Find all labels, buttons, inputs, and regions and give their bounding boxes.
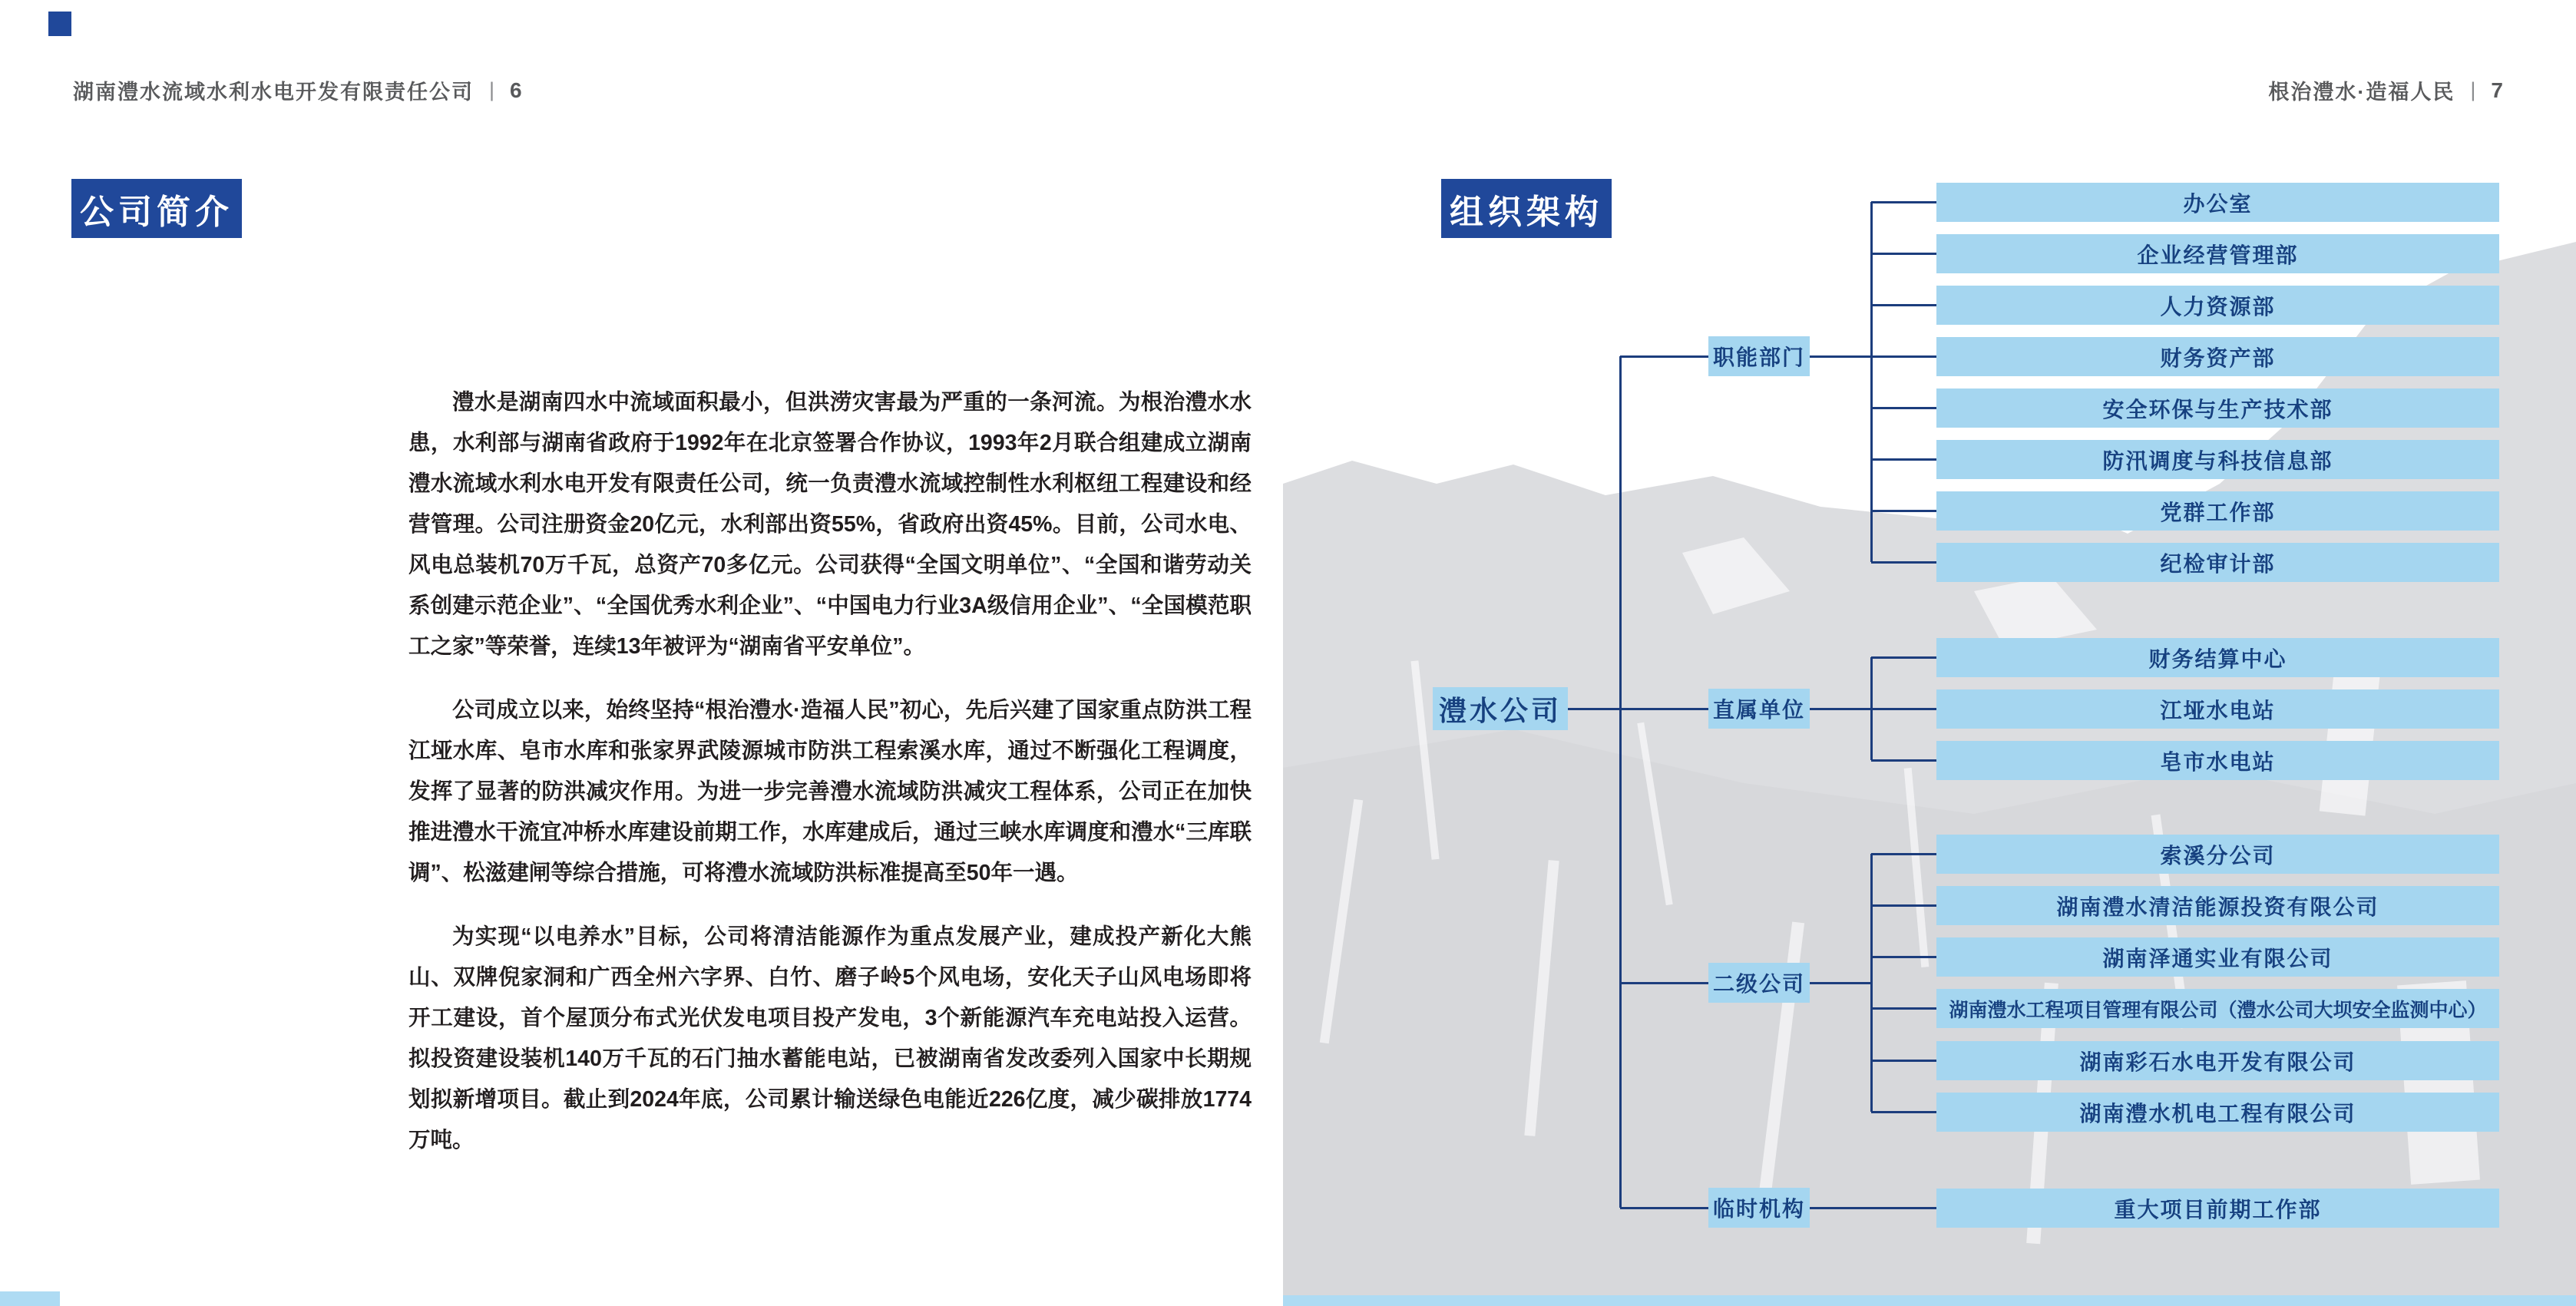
org-node-box: 安全环保与生产技术部 (1936, 388, 2499, 428)
org-node-box: 重大项目前期工作部 (1936, 1189, 2499, 1228)
org-connector-line (1871, 458, 1936, 461)
company-name: 湖南澧水流域水利水电开发有限责任公司 (73, 81, 474, 104)
header-separator: | (489, 78, 495, 101)
section-title-company-profile: 公司简介 (71, 179, 242, 238)
org-branch-box: 临时机构 (1708, 1188, 1810, 1228)
org-branch-box: 直属单位 (1708, 689, 1810, 729)
org-connector-line (1871, 656, 1936, 659)
org-connector-line (1871, 708, 1936, 710)
org-connector-line (1620, 355, 1708, 358)
org-node-box: 湖南泽通实业有限公司 (1936, 937, 2499, 977)
org-connector-line (1871, 253, 1936, 255)
org-connector-line (1871, 853, 1936, 855)
org-connector-line (1871, 1007, 1936, 1010)
org-connector-line (1810, 708, 1871, 710)
org-connector-line (1871, 355, 1936, 358)
paragraph-1: 澧水是湖南四水中流域面积最小，但洪涝灾害最为严重的一条河流。为根治澧水水患，水利部与湖南省政府于1992年在北京签署合作协议，1993年2月联合组建成立湖南澧水流域水利水电开发有限责任公司，统一负责澧水流域控制性水利枢纽工程建设和经营管理。公司注册资金20亿元，水利部出资55%，省政府出资45%。目前，公司水电、风电总装机70万千瓦，总资产70多亿元。公司获得“全国文明单位”、“全国和谐劳动关系创建示范企业”、“全国优秀水利企业”、“中国电力行业3A级信用企业”、“全国模范职工之家”等荣誉，连续13年被评为“湖南省平安单位”。 (408, 390, 1252, 659)
org-connector-line (1620, 982, 1708, 984)
org-node-box: 江垭水电站 (1936, 689, 2499, 729)
org-branch-box: 职能部门 (1708, 336, 1810, 376)
org-connector-line (1871, 1060, 1936, 1062)
org-connector-line (1871, 201, 1936, 203)
org-connector-line (1810, 1207, 1871, 1209)
section-title-org-structure: 组织架构 (1441, 179, 1612, 238)
org-node-box: 办公室 (1936, 183, 2499, 222)
org-connector-line (1871, 561, 1936, 564)
org-connector-line (1871, 304, 1936, 306)
paragraph-3: 为实现“以电养水”目标，公司将清洁能源作为重点发展产业，建成投产新化大熊山、双牌倪家洞和广西全州六字界、白竹、磨子岭5个风电场，安化天子山风电场即将开工建设，首个屋顶分布式光伏发电项目投产发电，3个新能源汽车充电站投入运营。拟投资建设装机140万千瓦的石门抽水蓄能电站，已被湖南省发改委列入国家中长期规划拟新增项目。截止到2024年底，公司累计输送绿色电能近226亿度，减少碳排放1774万吨。 (408, 924, 1252, 1152)
org-node-box: 索溪分公司 (1936, 835, 2499, 874)
page-number-right: 7 (2491, 78, 2503, 102)
org-connector-line (1871, 956, 1936, 958)
org-node-box: 湖南澧水工程项目管理有限公司（澧水公司大坝安全监测中心） (1936, 989, 2499, 1028)
org-trunk-line (1619, 356, 1622, 1208)
org-distributor-line (1870, 854, 1873, 1112)
org-node-box: 人力资源部 (1936, 286, 2499, 325)
org-connector-line (1871, 904, 1936, 907)
paragraph-2: 公司成立以来，始终坚持“根治澧水·造福人民”初心，先后兴建了国家重点防洪工程江垭水库、皂市水库和张家界武陵源城市防洪工程索溪水库，通过不断强化工程调度，发挥了显著的防洪减灾作用。为进一步完善澧水流域防洪减灾工程体系，公司正在加快推进澧水干流宜冲桥水库建设前期工作，水库建成后，通过三峡水库调度和澧水“三库联调”、松滋建闸等综合措施，可将澧水流域防洪标准提高至50年一遇。 (408, 698, 1252, 885)
org-connector-line (1620, 708, 1708, 710)
org-node-box: 防汛调度与科技信息部 (1936, 440, 2499, 479)
org-connector-line (1871, 510, 1936, 512)
org-node-box: 财务资产部 (1936, 337, 2499, 376)
org-connector-line (1620, 1207, 1708, 1209)
org-node-box: 党群工作部 (1936, 491, 2499, 531)
org-connector-line (1871, 759, 1936, 762)
org-node-box: 湖南澧水机电工程有限公司 (1936, 1093, 2499, 1132)
header-separator: | (2470, 78, 2476, 101)
org-branch-box: 二级公司 (1708, 963, 1810, 1003)
org-root-box: 澧水公司 (1433, 687, 1568, 730)
org-connector-line (1871, 407, 1936, 409)
org-connector-line (1871, 1207, 1936, 1209)
org-node-box: 财务结算中心 (1936, 638, 2499, 677)
org-root-connector (1568, 708, 1620, 710)
org-connector-line (1810, 982, 1871, 984)
org-node-box: 纪检审计部 (1936, 543, 2499, 582)
org-node-box: 皂市水电站 (1936, 741, 2499, 780)
org-node-box: 湖南澧水清洁能源投资有限公司 (1936, 886, 2499, 925)
org-node-box: 企业经营管理部 (1936, 234, 2499, 273)
org-connector-line (1871, 1111, 1936, 1113)
org-distributor-line (1870, 202, 1873, 562)
org-node-box: 湖南彩石水电开发有限公司 (1936, 1041, 2499, 1080)
org-connector-line (1810, 355, 1871, 358)
page-number-left: 6 (510, 78, 522, 102)
slogan: 根治澧水·造福人民 (2268, 81, 2455, 104)
